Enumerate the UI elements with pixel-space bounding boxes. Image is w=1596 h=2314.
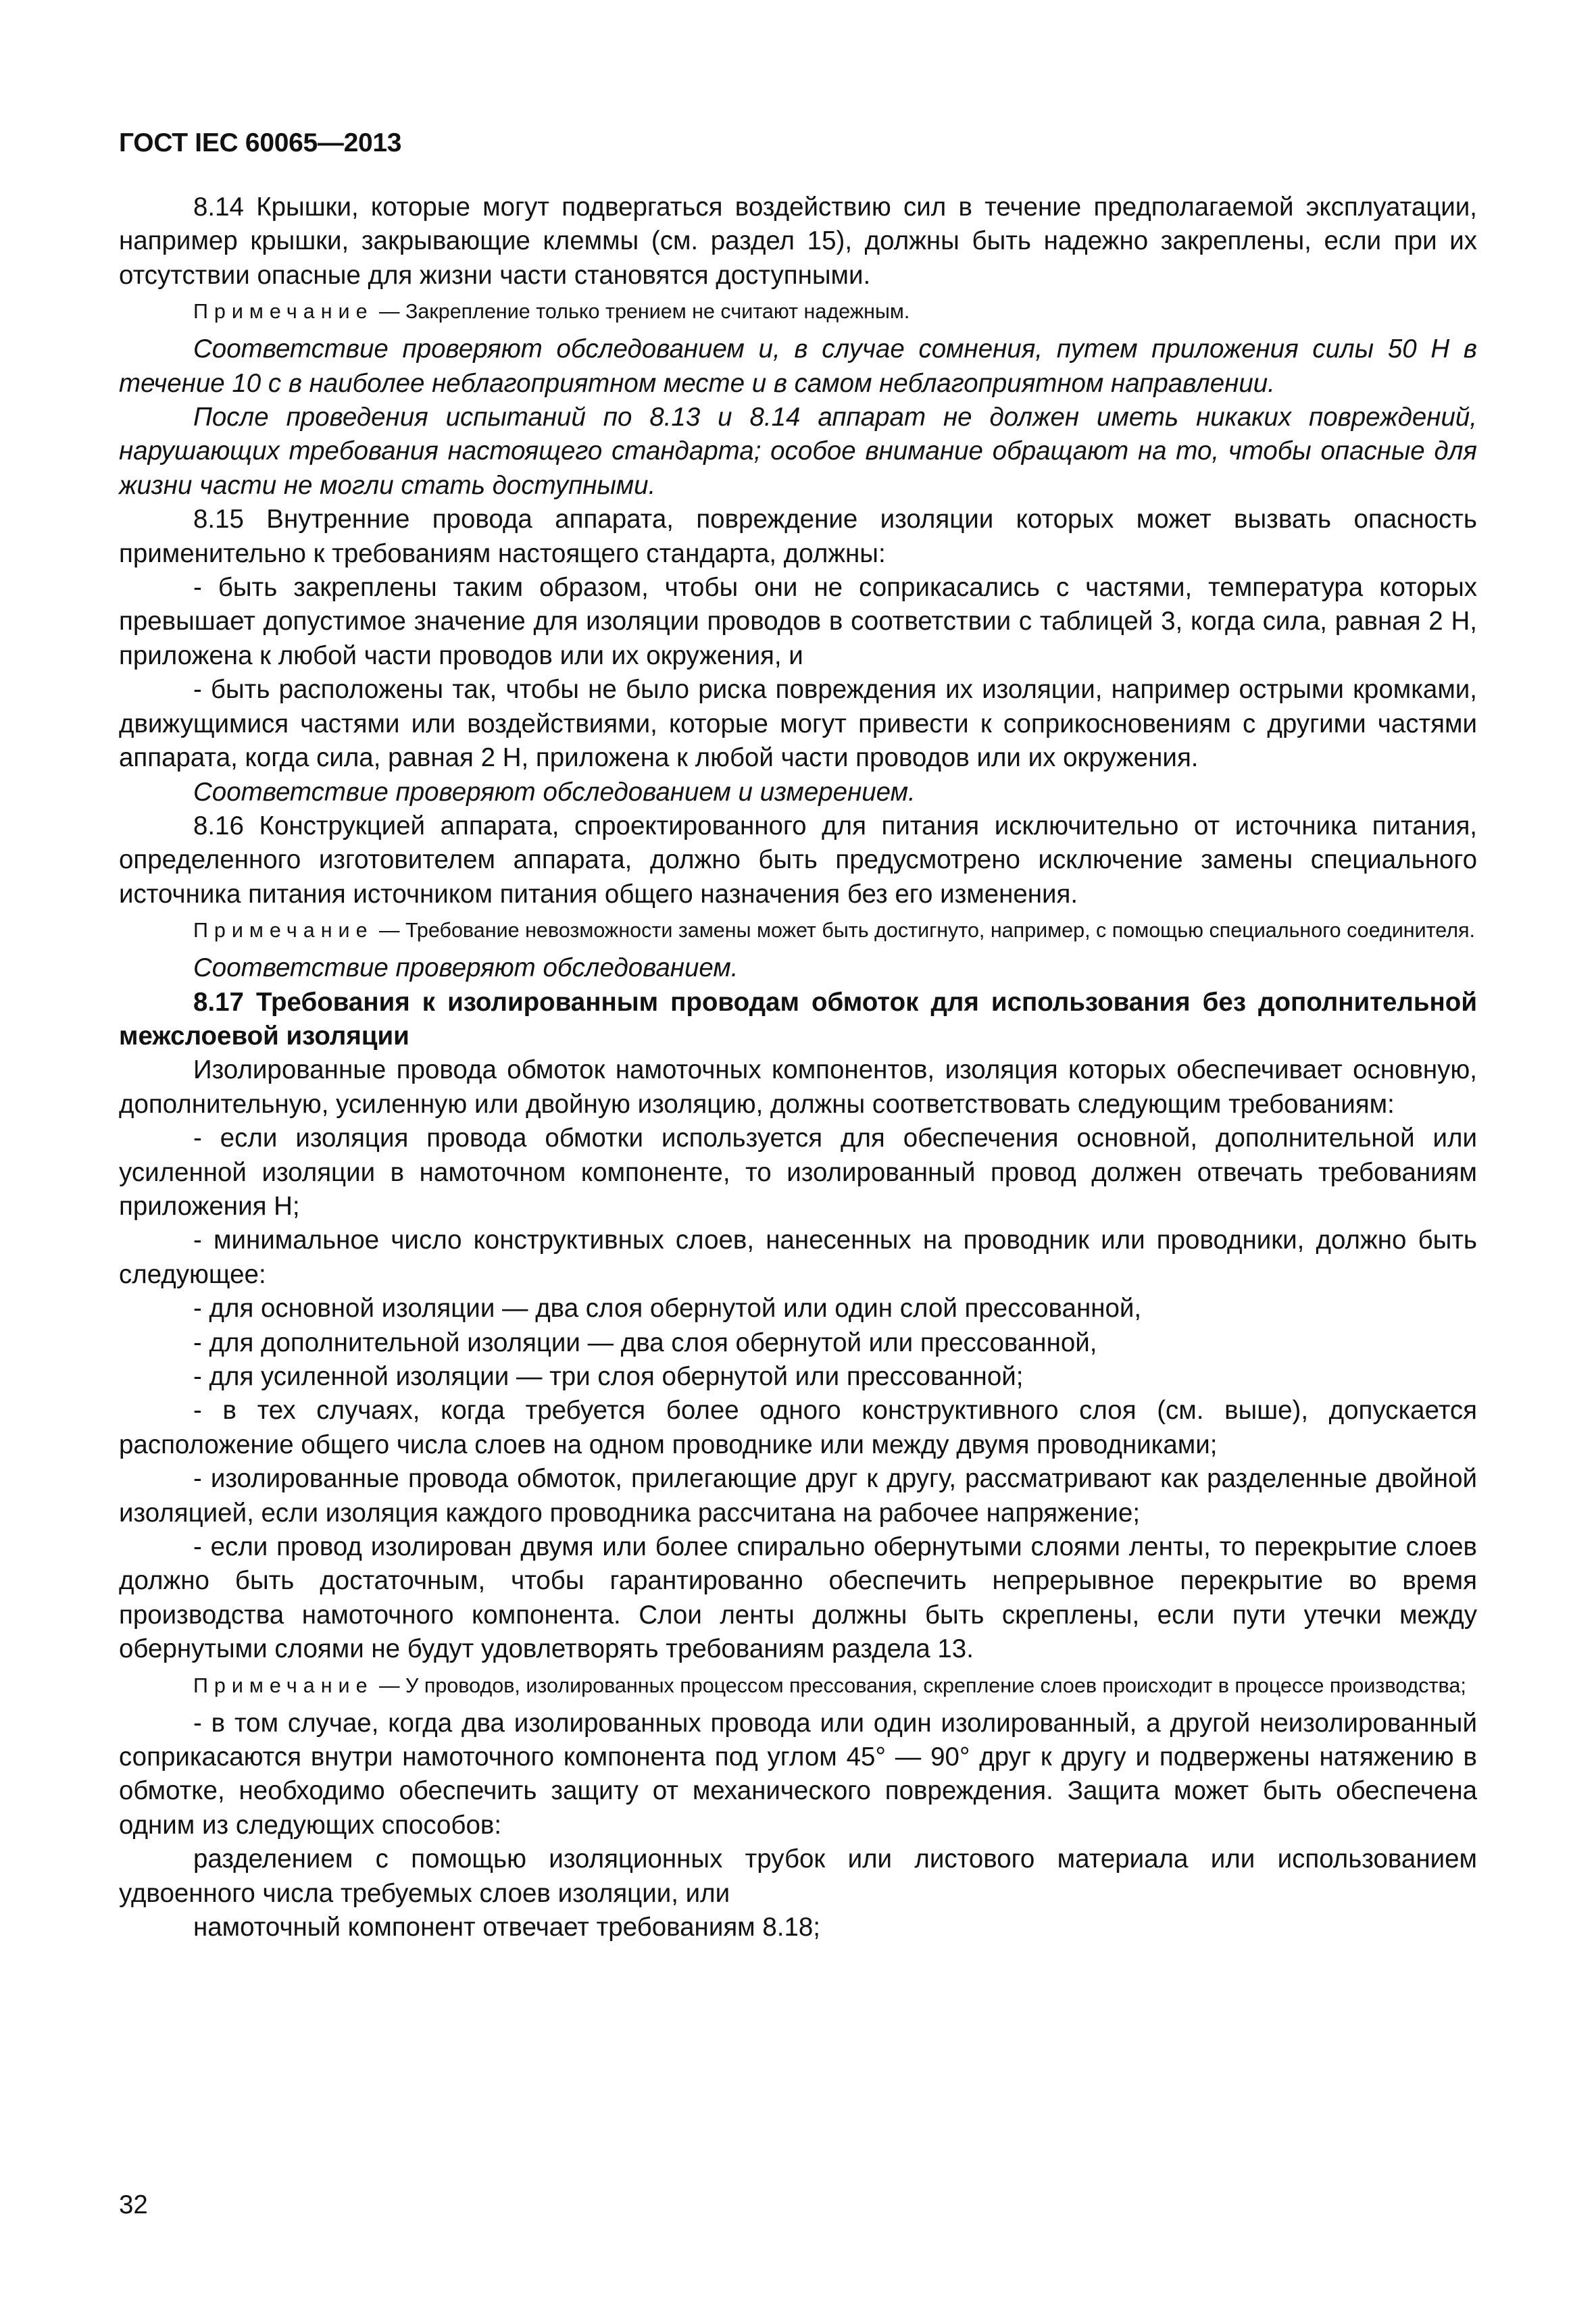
document-body (119, 191, 1477, 1945)
list-item: - быть расположены так, чтобы не было риска повреждения их изоляции, например острыми кромками, движущимися частями или воздействиями, которые могут привести к соприкосновениям с другими частями аппарата, когда сила, равная 2 Н, приложена к любой части проводов или их окружения. (119, 675, 1477, 773)
compliance-8-15: Соответствие проверяют обследованием и измерением. (193, 777, 916, 807)
note-label: Примечание (193, 300, 374, 324)
list-item: - изолированные провода обмоток, прилегающие друг к другу, рассматривают как разделенные двойной изоляцией, если изоляция каждого проводника рассчитана на рабочее напряжение; (119, 1464, 1477, 1528)
note-label: Примечание (193, 919, 374, 942)
list-item: - для основной изоляции — два слоя обернутой или один слой прессованной, (193, 1294, 1142, 1324)
list-item: - минимальное число конструктивных слоев, нанесенных на проводник или проводники, должно быть следующее: (119, 1226, 1477, 1289)
note-dash: — (373, 1674, 405, 1697)
note-text: Закрепление только трением не считают надежным. (405, 300, 910, 324)
compliance-8-16: Соответствие проверяют обследованием. (193, 953, 739, 983)
clause-8-16: 8.16 Конструкцией аппарата, спроектированного для питания исключительно от источника питания, определенного изготовителем аппарата, должно быть предусмотрено исключение замены специального источника питания источником питания общего назначения без его изменения. (119, 811, 1477, 909)
note-8-14 (119, 298, 1477, 326)
note-8-16 (119, 917, 1477, 945)
list-item: - если провод изолирован двумя или более спирально обернутыми слоями ленты, то перекрытие слоев должно быть достаточным, чтобы гарантированно обеспечить непрерывное перекрытие во время производства намоточного компонента. Слои ленты должны быть скреплены, если пути утечки между обернутыми слоями не будут удовлетворять требованиям раздела 13. (119, 1532, 1477, 1664)
page-number: 32 (119, 2190, 148, 2219)
compliance-8-14: Соответствие проверяют обследованием и, в случае сомнения, путем приложения силы 50 Н в течение 10 с в наиболее неблагоприятном месте и в самом неблагоприятном направлении. (119, 334, 1477, 398)
list-item: - в тех случаях, когда требуется более одного конструктивного слоя (см. выше), допускается расположение общего числа слоев на одном проводнике или между двумя проводниками; (119, 1396, 1477, 1459)
note-dash: — (373, 300, 405, 324)
clause-8-17-intro: Изолированные провода обмоток намоточных компонентов, изоляция которых обеспечивает основную, дополнительную, усиленную или двойную изоляцию, должны соответствовать следующим требованиям: (119, 1055, 1477, 1119)
list-item: намоточный компонент отвечает требованиям 8.18; (193, 1913, 820, 1942)
clause-8-14: 8.14 Крышки, которые могут подвергаться воздействию сил в течение предполагаемой эксплуатации, например крышки, закрывающие клеммы (см. раздел 15), должны быть надежно закреплены, если при их отсутствии опасные для жизни части становятся доступными. (119, 193, 1477, 290)
document-header: ГОСТ IEC 60065—2013 (119, 128, 402, 157)
list-item: - если изоляция провода обмотки используется для обеспечения основной, дополнительной или усиленной изоляции в намоточном компоненте, то изолированный провод должен отвечать требованиям приложения Н; (119, 1124, 1477, 1221)
list-item: - быть закреплены таким образом, чтобы они не соприкасались с частями, температура которых превышает допустимое значение для изоляции проводов в соответствии с таблицей 3, когда сила, равная 2 Н, приложена к любой части проводов или их окружения, и (119, 573, 1477, 670)
note-8-17 (119, 1672, 1477, 1700)
note-text: У проводов, изолированных процессом прессования, скрепление слоев происходит в процессе производства; (405, 1674, 1466, 1697)
clause-8-17-heading: 8.17 Требования к изолированным проводам обмоток для использования без дополнительной межслоевой изоляции (119, 987, 1477, 1051)
note-label: Примечание (193, 1674, 374, 1697)
clause-8-15: 8.15 Внутренние провода аппарата, повреждение изоляции которых может вызвать опасность применительно к требованиям настоящего стандарта, должны: (119, 505, 1477, 568)
list-item: - для дополнительной изоляции — два слоя обернутой или прессованной, (193, 1328, 1097, 1357)
note-text: Требование невозможности замены может быть достигнуто, например, с помощью специального соединителя. (405, 919, 1476, 942)
list-item: - в том случае, когда два изолированных провода или один изолированный, а другой неизолированный соприкасаются внутри намоточного компонента под углом 45° — 90° друг к другу и подвержены натяжению в обмотке, необходимо обеспечить защиту от механического повреждения. Защита может быть обеспечена одним из следующих способов: (119, 1708, 1477, 1840)
note-dash: — (373, 919, 405, 942)
list-item: - для усиленной изоляции — три слоя обернутой или прессованной; (193, 1362, 1024, 1391)
list-item: разделением с помощью изоляционных трубок или листового материала или использованием удвоенного числа требуемых слоев изоляции, или (119, 1844, 1477, 1908)
test-result-8-13-8-14: После проведения испытаний по 8.13 и 8.14 аппарат не должен иметь никаких повреждений, нарушающих требования настоящего стандарта; особое внимание обращают на то, чтобы опасные для жизни части не могли стать доступными. (119, 403, 1477, 500)
